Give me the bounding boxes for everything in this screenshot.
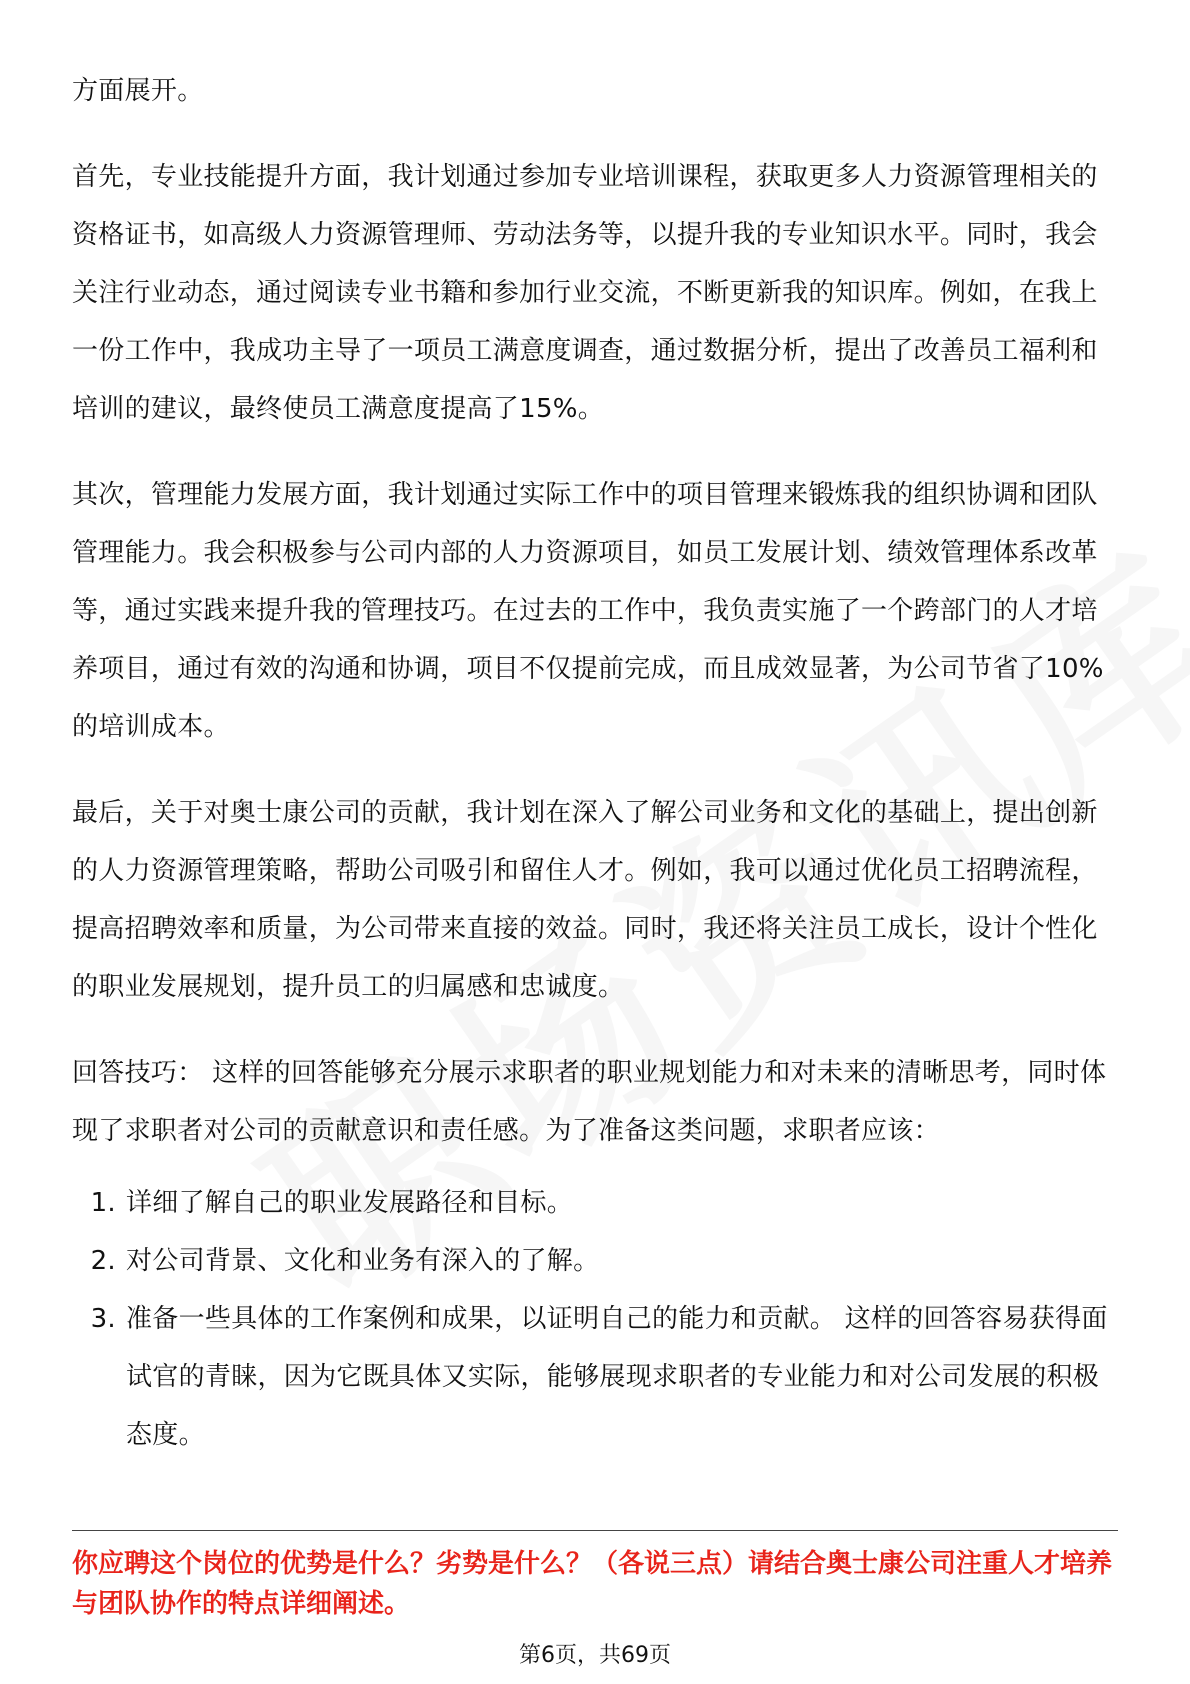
list-item-number: 3. (90, 1304, 116, 1334)
list-item-text: 准备一些具体的工作案例和成果，以证明自己的能力和贡献。 这样的回答容易获得面试官的青睐，因为它既具体又实际，能够展现求职者的专业能力和对公司发展的积极态度。 (126, 1304, 1108, 1450)
paragraph-skills: 首先，专业技能提升方面，我计划通过参加专业培训课程，获取更多人力资源管理相关的资格证书，如高级人力资源管理师、劳动法务等，以提升我的专业知识水平。同时，我会关注行业动态，通过阅读专业书籍和参加行业交流，不断更新我的知识库。例如，在我上一份工作中，我成功主导了一项员工满意度调查，通过数据分析，提出了改善员工福利和培训的建议，最终使员工满意度提高了15%。 (72, 162, 1098, 424)
list-item-text: 对公司背景、文化和业务有深入的了解。 (126, 1246, 600, 1276)
paragraph-contribution: 最后，关于对奥士康公司的贡献，我计划在深入了解公司业务和文化的基础上，提出创新的人力资源管理策略，帮助公司吸引和留住人才。例如，我可以通过优化员工招聘流程，提高招聘效率和质量，为公司带来直接的效益。同时，我还将关注员工成长，设计个性化的职业发展规划，提升员工的归属感和忠诚度。 (72, 798, 1098, 1002)
page-number: 第6页，共69页 (519, 1643, 671, 1668)
paragraph-continuation: 方面展开。 (72, 76, 204, 106)
paragraph-answer-tips: 回答技巧： 这样的回答能够充分展示求职者的职业规划能力和对未来的清晰思考，同时体现了求职者对公司的贡献意识和责任感。为了准备这类问题，求职者应该： (72, 1058, 1107, 1146)
list-item (72, 1290, 1118, 1464)
paragraph-management: 其次，管理能力发展方面，我计划通过实际工作中的项目管理来锻炼我的组织协调和团队管理能力。我会积极参与公司内部的人力资源项目，如员工发展计划、绩效管理体系改革等，通过实践来提升我的管理技巧。在过去的工作中，我负责实施了一个跨部门的人才培养项目，通过有效的沟通和协调，项目不仅提前完成，而且成效显著，为公司节省了10%的培训成本。 (72, 480, 1104, 742)
list-item (72, 1232, 1118, 1290)
next-question-heading: 你应聘这个岗位的优势是什么？劣势是什么？（各说三点）请结合奥士康公司注重人才培养与团队协作的特点详细阐述。 (72, 1549, 1113, 1619)
list-item-number: 2. (90, 1246, 116, 1276)
section-divider (72, 1530, 1118, 1531)
document-body (72, 62, 1118, 1464)
list-item (72, 1174, 1118, 1232)
tips-list (72, 1174, 1118, 1464)
list-item-number: 1. (90, 1188, 116, 1218)
list-item-text: 详细了解自己的职业发展路径和目标。 (126, 1188, 574, 1218)
